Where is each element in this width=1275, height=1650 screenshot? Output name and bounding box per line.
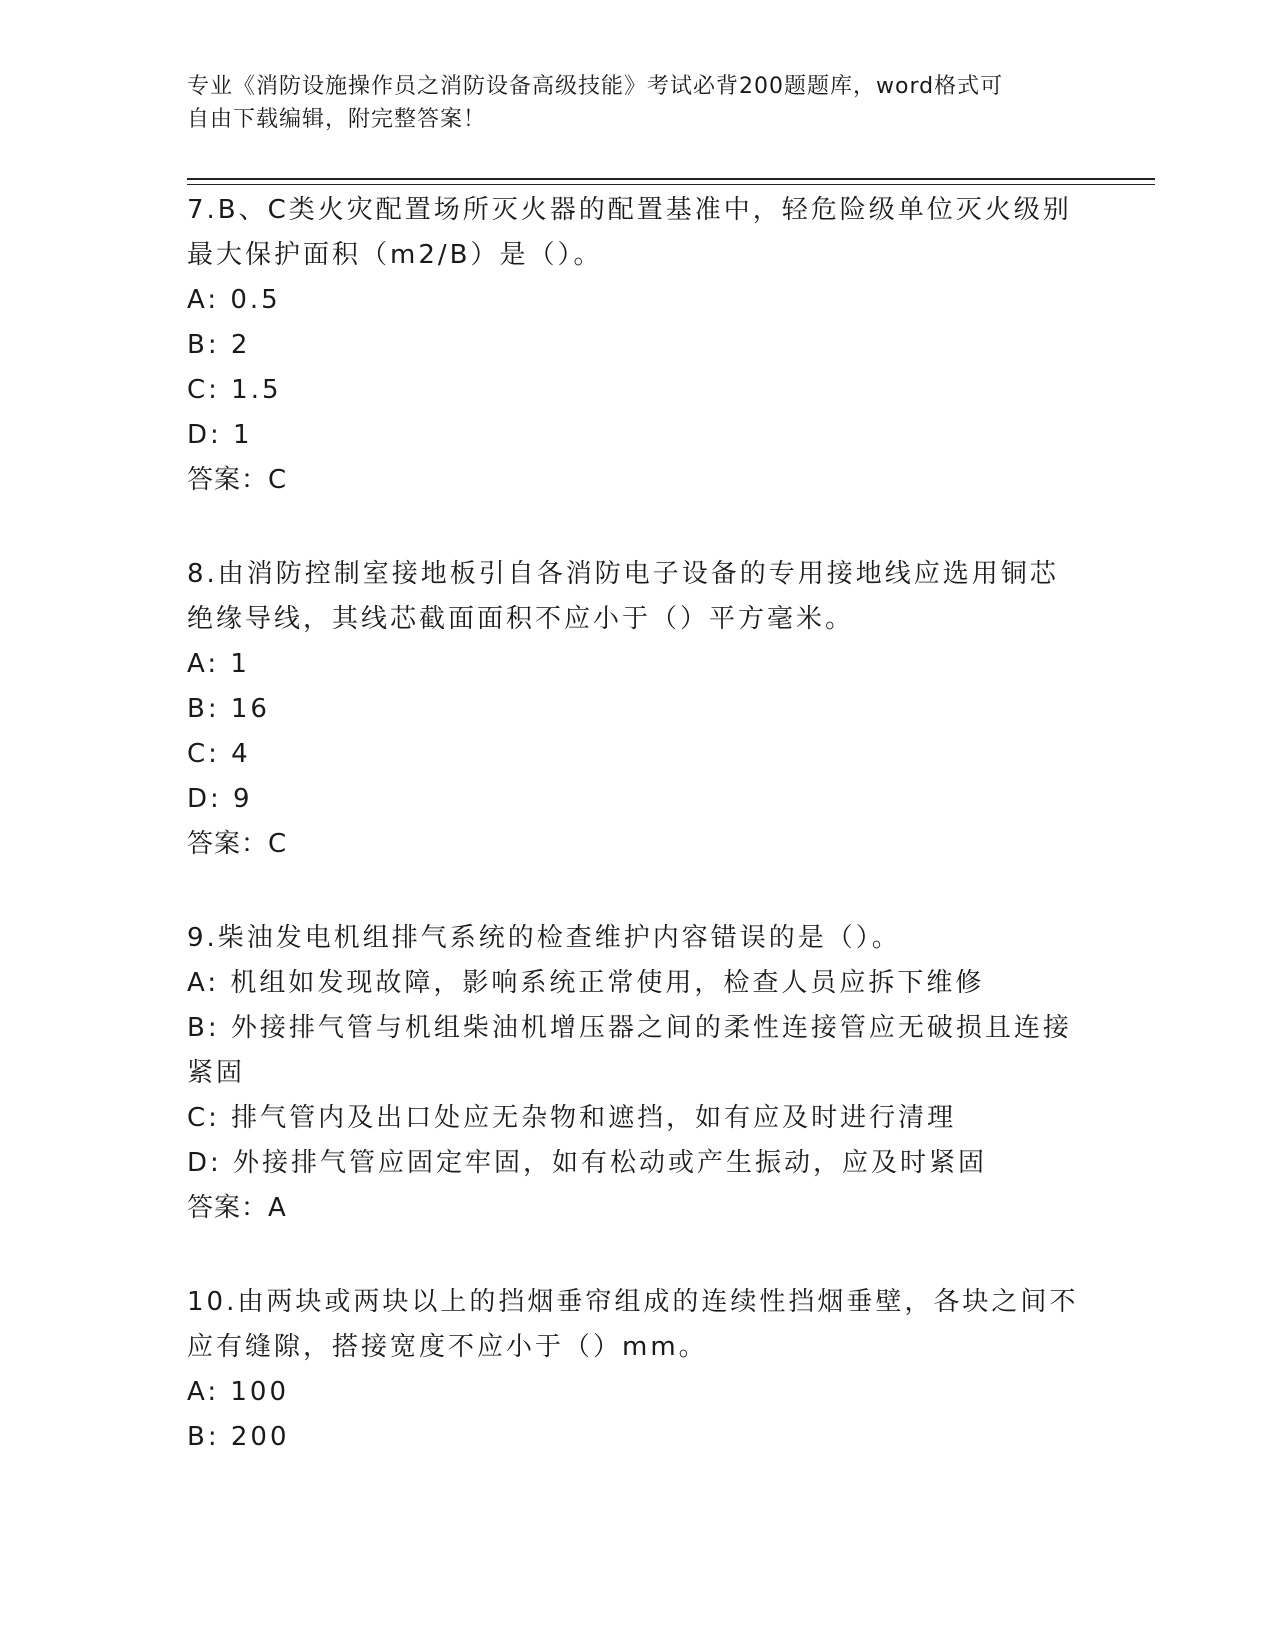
option-d: D: 1 (187, 420, 253, 450)
question-7 (187, 188, 1087, 503)
question-8 (187, 552, 1087, 867)
question-stem-line: 7.B、C类火灾配置场所灭火器的配置基准中，轻危险级单位灭火级别 (187, 195, 1072, 225)
option-c: C: 4 (187, 739, 251, 769)
question-9 (187, 916, 1087, 1231)
question-stem-line: 绝缘导线，其线芯截面面积不应小于（）平方毫米。 (187, 604, 855, 634)
option-c: C: 1.5 (187, 375, 282, 405)
question-stem-line: 10.由两块或两块以上的挡烟垂帘组成的连续性挡烟垂壁，各块之间不 (187, 1287, 1079, 1317)
question-stem-line: 9.柴油发电机组排气系统的检查维护内容错误的是（）。 (187, 923, 901, 953)
option-b-continued: 紧固 (187, 1058, 246, 1088)
option-b: B: 16 (187, 694, 270, 724)
header-divider-thick (187, 178, 1155, 180)
question-stem-line: 8.由消防控制室接地板引自各消防电子设备的专用接地线应选用铜芯 (187, 559, 1059, 589)
option-d: D: 外接排气管应固定牢固，如有松动或产生振动，应及时紧固 (187, 1148, 988, 1178)
option-b: B: 外接排气管与机组柴油机增压器之间的柔性连接管应无破损且连接 (187, 1013, 1072, 1043)
option-d: D: 9 (187, 784, 253, 814)
question-10 (187, 1280, 1087, 1460)
header-divider-thin (187, 184, 1155, 185)
question-stem-line: 最大保护面积（m2/B）是（）。 (187, 240, 603, 270)
document-header (187, 70, 1067, 136)
header-line-2: 自由下载编辑，附完整答案！ (187, 107, 487, 132)
option-a: A: 1 (187, 649, 250, 679)
option-c: C: 排气管内及出口处应无杂物和遮挡，如有应及时进行清理 (187, 1103, 957, 1133)
option-b: B: 200 (187, 1422, 290, 1452)
answer-line: 答案：C (187, 465, 288, 495)
answer-line: 答案：A (187, 1193, 287, 1223)
option-b: B: 2 (187, 330, 251, 360)
option-a: A: 机组如发现故障，影响系统正常使用，检查人员应拆下维修 (187, 968, 985, 998)
option-a: A: 0.5 (187, 285, 281, 315)
question-stem-line: 应有缝隙，搭接宽度不应小于（）mm。 (187, 1332, 708, 1362)
header-line-1: 专业《消防设施操作员之消防设备高级技能》考试必背200题题库，word格式可 (187, 74, 1004, 99)
option-a: A: 100 (187, 1377, 289, 1407)
answer-line: 答案：C (187, 829, 288, 859)
